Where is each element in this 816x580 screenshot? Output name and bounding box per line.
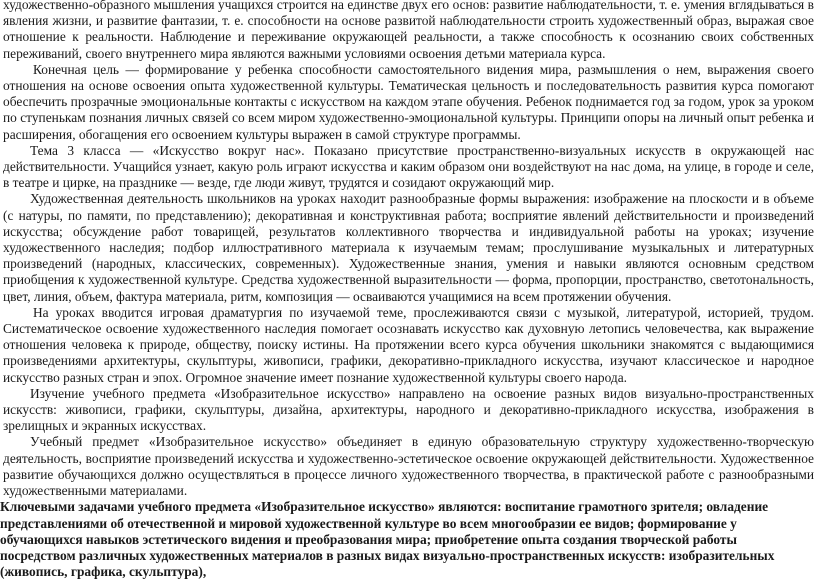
paragraph-4: Художественная деятельность школьников на уроках находит разнообразные формы выражения: изображение на плоскости и в объеме (с натуры, по памяти, по представлению); декоративная и конструктивная работа; восприятие явлений действительности и произведений искусства; обсуждение работ товарищей, результатов коллективного творчества и индивидуальной работы на уроках; изучение художественного наследия; подбор иллюстративного материала к изучаемым темам; прослушивание музыкальных и литературных произведений (народных, классических, современных). Художественные знания, умения и навыки являются основным средством приобщения к художественной культуре. Средства художественной выразительности — форма, пропорции, пространство, светотональность, цвет, линия, объем, фактура материала, ритм, композиция — осваиваются учащимися на всем протяжении обучения. [3, 191, 814, 304]
key-tasks-lead: Ключевыми задачами учебного предмета [0, 499, 252, 515]
paragraph-7: Учебный предмет «Изобразительное искусство» объединяет в единую образовательную структуру художественно-творческую деятельность, восприятие произведений искусства и художественно-эстетическое освоение окружающей действительности. Художественное развитие обучающихся должно осуществляться в процессе личного художественного творчества, в практической работе с разнообразными художественными материалами. [3, 434, 814, 499]
key-tasks-subject: «Изобразительное искусство» [251, 499, 439, 515]
key-tasks-rest: являются: воспитание грамотного зрителя; овладение представлениями об отечественной и мировой художественной культуре во всем многообразии ее видов; формирование у обучающихся навыков эстетического видения и преобразования мира; приобретение опыта создания творческой работы посредством различных художественных материалов в разных видах визуально-пространственных искусств: изобразительных (живопись, графика, скульптура), [0, 499, 775, 580]
paragraph-2: Конечная цель — формирование у ребенка способности самостоятельного видения мира, размышления о нем, выражения своего отношения на основе освоения опыта художественной культуры. Тематическая цельность и последовательность развития курса помогают обеспечить прозрачные эмоциональные контакты с искусством на каждом этапе обучения. Ребенок поднимается год за годом, урок за уроком по ступенькам познания личных связей со всем миром художественно-эмоциональной культуры. Принципи опоры на личный опыт ребенка и расширения, обогащения его освоением культуры выражен в самой структуре программы. [3, 61, 814, 142]
paragraph-6: Изучение учебного предмета «Изобразительное искусство» направлено на освоение разных видов визуально-пространственных искусств: живописи, графики, скульптуры, дизайна, архитектуры, народного и декоративно-прикладного искусства, изображения в зрелищных и экранных искусствах. [3, 385, 814, 434]
key-tasks-paragraph [0, 499, 816, 580]
paragraph-3: Тема 3 класса — «Искусство вокруг нас». Показано присутствие пространственно-визуальных искусств в окружающей нас действительности. Учащийся узнает, какую роль играют искусства и каким образом они воздействуют на нас дома, на улице, в городе и селе, в театре и цирке, на празднике — везде, где люди живут, трудятся и созидают окружающий мир. [3, 142, 814, 191]
paragraph-5: На уроках вводится игровая драматургия по изучаемой теме, прослеживаются связи с музыкой, литературой, историей, трудом. Систематическое освоение художественного наследия помогает осознавать искусство как духовную летопись человечества, как выражение отношения человека к природе, обществу, поиску истины. На протяжении всего курса обучения школьники знакомятся с выдающимися произведениями архитектуры, скульптуры, живописи, графики, декоративно-прикладного искусства, изучают классическое и народное искусство разных стран и эпох. Огромное значение имеет познание художественной культуры своего народа. [3, 304, 814, 385]
paragraph-1: художественно-образного мышления учащихся строится на единстве двух его основ: развитие наблюдательности, т. е. умения вглядываться в явления жизни, и развитие фантазии, т. е. способности на основе развитой наблюдательности строить художественный образ, выражая свое отношение к реальности. Наблюдение и переживание окружающей реальности, а также способность к осознанию своих собственных переживаний, своего внутреннего мира являются важными условиями освоения детьми материала курса. [3, 0, 814, 61]
